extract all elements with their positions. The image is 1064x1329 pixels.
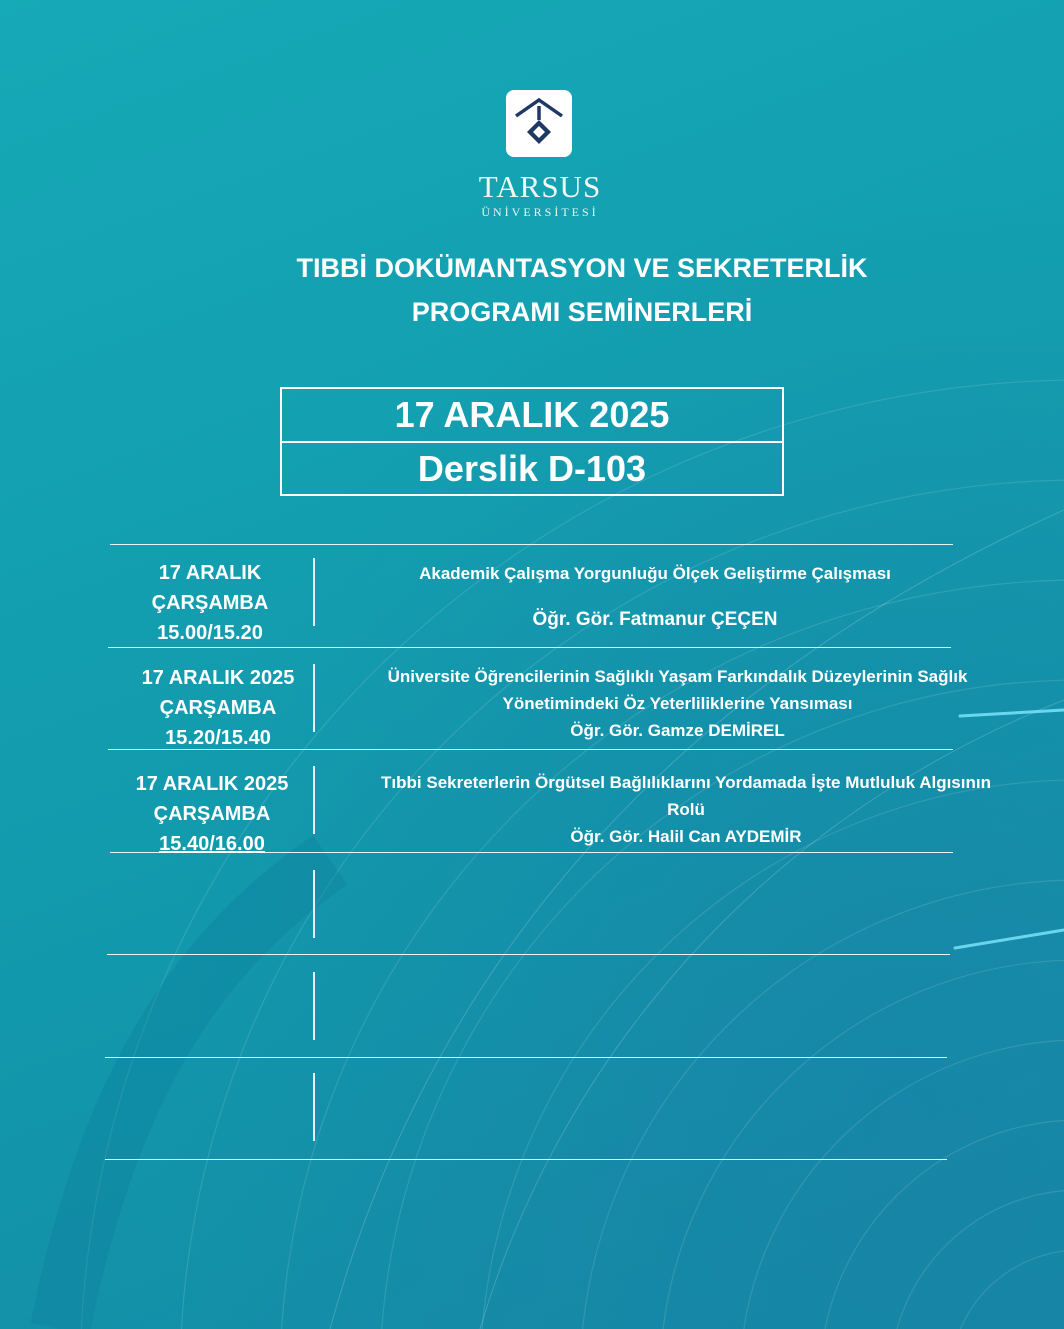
seminar-date: 17 ARALIK 2025 bbox=[135, 773, 289, 795]
page-title bbox=[250, 246, 914, 334]
table-row-1-details bbox=[330, 560, 980, 633]
table-row-3-time bbox=[112, 769, 312, 859]
seminar-day: ÇARŞAMBA bbox=[159, 697, 277, 719]
column-divider bbox=[313, 870, 315, 938]
table-row-1-time bbox=[110, 558, 310, 648]
seminar-speaker: Öğr. Gör. Halil Can AYDEMİR bbox=[570, 827, 802, 846]
table-row-2-time bbox=[118, 663, 318, 753]
column-divider bbox=[313, 972, 315, 1040]
column-divider bbox=[313, 558, 315, 626]
seminar-title-line-2: Rolü bbox=[667, 800, 705, 819]
event-info-box bbox=[280, 387, 784, 496]
table-row-2-details bbox=[335, 663, 1020, 744]
seminar-speaker: Öğr. Gör. Gamze DEMİREL bbox=[570, 721, 785, 740]
seminar-time: 15.00/15.20 bbox=[157, 622, 263, 644]
event-date: 17 ARALIK 2025 bbox=[282, 389, 782, 443]
seminar-title-line-1: Tıbbi Sekreterlerin Örgütsel Bağlılıklarını Yordamada İşte Mutluluk Algısının bbox=[381, 773, 991, 792]
university-subtitle: ÜNİVERSİTESİ bbox=[481, 205, 599, 219]
table-divider bbox=[110, 544, 953, 545]
column-divider bbox=[313, 766, 315, 834]
title-line-1: TIBBİ DOKÜMANTASYON VE SEKRETERLİK bbox=[296, 253, 868, 283]
seminar-speaker: Öğr. Gör. Fatmanur ÇEÇEN bbox=[532, 609, 778, 630]
seminar-title-line-2: Yönetimindeki Öz Yeterliliklerine Yansıması bbox=[502, 694, 853, 713]
seminar-date: 17 ARALIK 2025 bbox=[141, 667, 295, 689]
event-room: Derslik D-103 bbox=[417, 448, 647, 489]
seminar-date: 17 ARALIK bbox=[158, 562, 262, 584]
seminar-day: ÇARŞAMBA bbox=[153, 803, 271, 825]
column-divider bbox=[313, 1073, 315, 1141]
university-name: TARSUS bbox=[478, 169, 602, 204]
table-divider bbox=[105, 1159, 947, 1160]
seminar-title: Akademik Çalışma Yorgunluğu Ölçek Geliştirme Çalışması bbox=[419, 564, 891, 583]
seminar-time: 15.20/15.40 bbox=[165, 727, 271, 749]
seminar-title-line-1: Üniversite Öğrencilerinin Sağlıklı Yaşam Farkındalık Düzeylerinin Sağlık bbox=[387, 667, 968, 686]
table-divider bbox=[107, 954, 950, 955]
seminar-day: ÇARŞAMBA bbox=[151, 592, 269, 614]
table-row-3-details bbox=[340, 769, 1032, 850]
table-divider bbox=[105, 1057, 947, 1058]
seminar-time: 15.40/16.00 bbox=[159, 833, 265, 855]
university-logo bbox=[506, 90, 572, 157]
logo-mark-icon bbox=[506, 90, 572, 157]
title-line-2: PROGRAMI SEMİNERLERİ bbox=[411, 297, 753, 327]
